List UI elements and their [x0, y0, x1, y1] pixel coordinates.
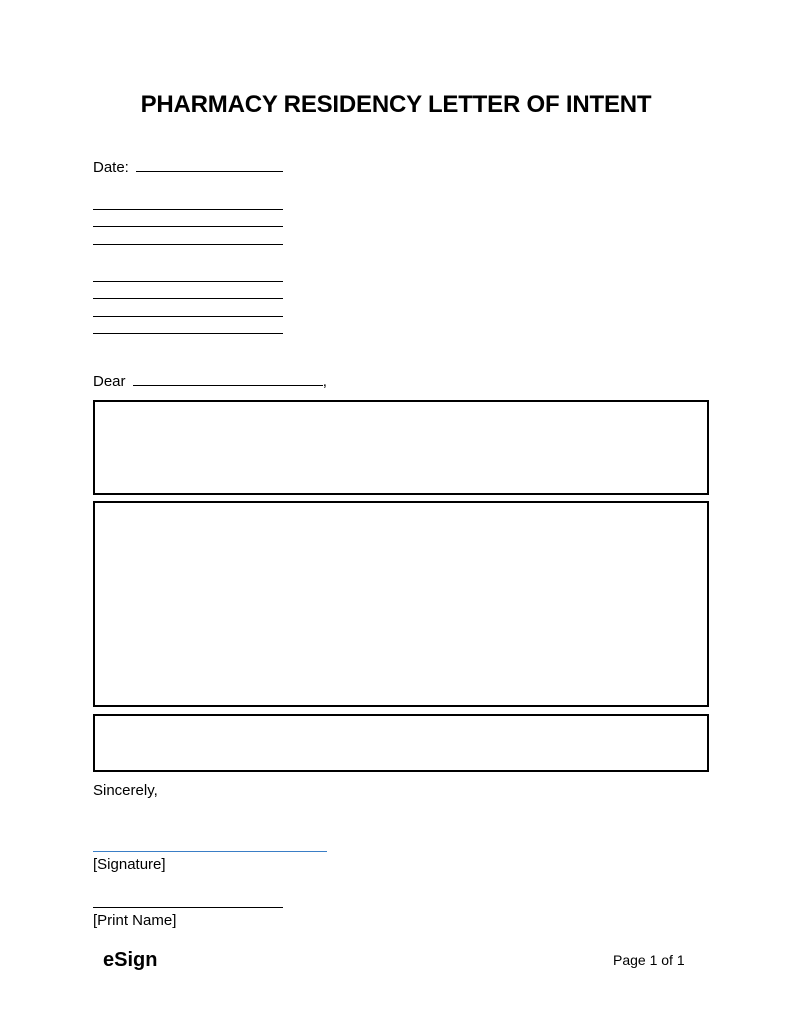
recipient-address-line-3[interactable] — [93, 316, 283, 317]
salutation-row — [93, 371, 327, 391]
sender-address-line-2[interactable] — [93, 226, 283, 227]
recipient-address-line-2[interactable] — [93, 298, 283, 299]
paragraph-box-body[interactable] — [93, 501, 709, 707]
date-row — [93, 157, 283, 177]
print-name-line[interactable] — [93, 907, 283, 908]
print-name-label: [Print Name] — [93, 912, 177, 929]
page-title: PHARMACY RESIDENCY LETTER OF INTENT — [140, 91, 652, 118]
paragraph-box-closing[interactable] — [93, 714, 709, 772]
closing-text: Sincerely, — [93, 782, 158, 799]
date-label: Date: — [93, 159, 129, 176]
paragraph-box-intro[interactable] — [93, 400, 709, 495]
recipient-address-line-4[interactable] — [93, 333, 283, 334]
page-indicator: Page 1 of 1 — [613, 952, 685, 968]
salutation-label: Dear — [93, 373, 126, 390]
recipient-name-field[interactable] — [133, 371, 323, 386]
recipient-address-line-1[interactable] — [93, 281, 283, 282]
sender-address-line-1[interactable] — [93, 209, 283, 210]
sender-address-line-3[interactable] — [93, 244, 283, 245]
salutation-comma: , — [322, 373, 327, 390]
signature-label: [Signature] — [93, 856, 166, 873]
esign-logo: eSign — [103, 949, 158, 971]
date-field[interactable] — [136, 157, 283, 172]
signature-line[interactable] — [93, 851, 327, 852]
